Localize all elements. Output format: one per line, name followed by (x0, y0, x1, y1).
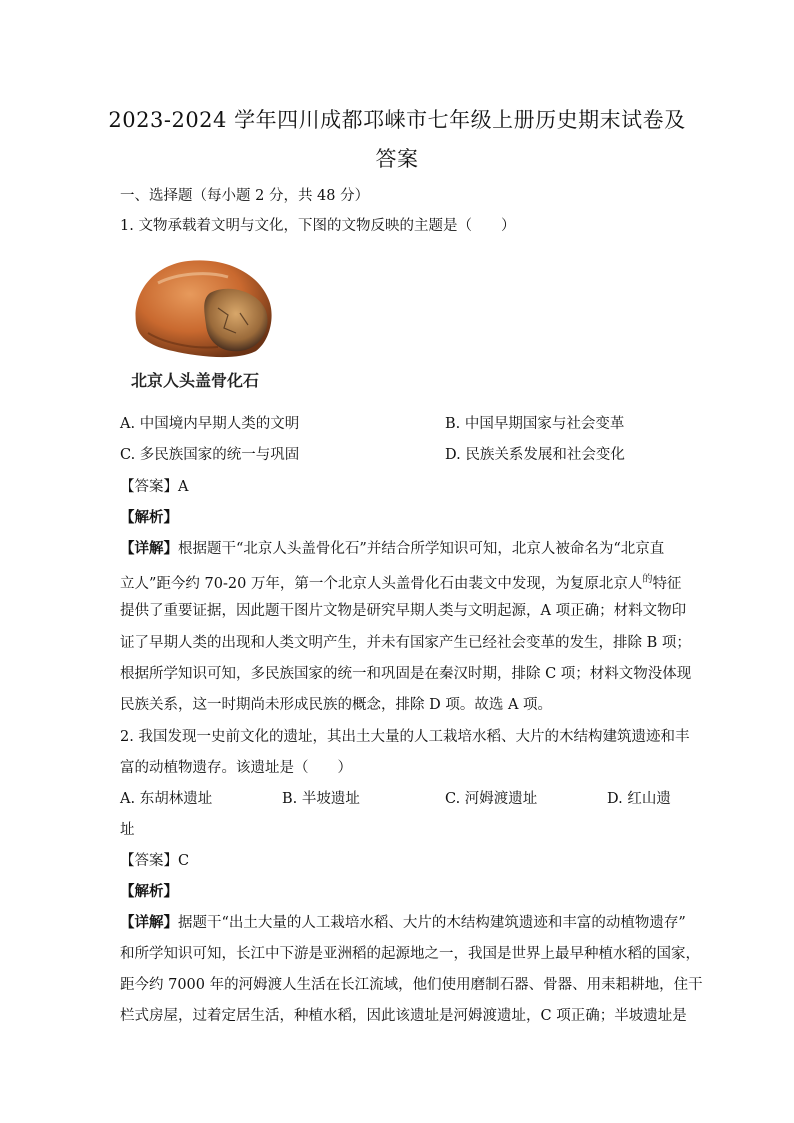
q1-option-d: D. 民族关系发展和社会变化 (445, 447, 625, 463)
q1-detail-line-6: 民族关系，这一时期尚未形成民族的概念，排除 D 项。故选 A 项。 (120, 697, 553, 713)
q2-answer: 【答案】C (120, 853, 190, 869)
q2-detail-line-1: 【详解】据题干“出土大量的人工栽培水稻、大片的木结构建筑遗迹和丰富的动植物遗存” (120, 914, 686, 931)
q2-analysis-label: 【解析】 (120, 883, 178, 900)
q2-detail-line-3: 距今约 7000 年的河姆渡人生活在长江流域，他们使用磨制石器、骨器、用耒耜耕地，住干 (120, 977, 703, 993)
section-heading: 一、选择题（每小题 2 分，共 48 分） (120, 188, 370, 204)
question-1-stem: 1. 文物承载着文明与文化，下图的文物反映的主题是（ ） (120, 218, 516, 234)
q2-detail-line-2: 和所学知识可知，长江中下游是亚洲稻的起源地之一，我国是世界上最早种植水稻的国家， (120, 946, 700, 962)
document-title-line2: 答案 (375, 147, 419, 171)
q1-detail-line-3: 提供了重要证据，因此题干图片文物是研究早期人类与文明起源，A 项正确；材料文物印 (120, 603, 687, 619)
q2-stem-line-2: 富的动植物遗存。该遗址是（ ） (120, 760, 352, 776)
figure-caption: 北京人头盖骨化石 (131, 371, 260, 390)
q2-option-c: C. 河姆渡遗址 (445, 791, 538, 807)
q2-detail-line-4: 栏式房屋，过着定居生活，种植水稻，因此该遗址是河姆渡遗址，C 项正确；半坡遗址是 (120, 1008, 687, 1024)
document-title-line1: 2023-2024 学年四川成都邛崃市七年级上册历史期末试卷及 (108, 108, 686, 132)
q1-option-c: C. 多民族国家的统一与巩固 (120, 447, 300, 463)
q2-option-a: A. 东胡林遗址 (120, 791, 213, 807)
q2-option-d-continued: 址 (120, 822, 135, 838)
q1-analysis-label: 【解析】 (120, 509, 178, 526)
q1-detail-line-1: 【详解】根据题干“北京人头盖骨化石”并结合所学知识可知，北京人被命名为“北京直 (120, 540, 665, 557)
q2-option-b: B. 半坡遗址 (282, 791, 360, 807)
q2-option-d: D. 红山遗 (607, 791, 671, 807)
q1-detail-line-2: 立人”距今约 70-20 万年，第一个北京人头盖骨化石由裴文中发现，为复原北京人$^的$特征 (120, 574, 682, 592)
q1-option-a: A. 中国境内早期人类的文明 (120, 416, 300, 432)
q1-detail-line-5: 根据所学知识可知，多民族国家的统一和巩固是在秦汉时期，排除 C 项；材料文物没体现 (120, 666, 692, 682)
q1-detail-label: 【详解】 (120, 540, 178, 557)
q1-option-b: B. 中国早期国家与社会变革 (445, 416, 625, 432)
q2-stem-line-1: 2. 我国发现一史前文化的遗址，其出土大量的人工栽培水稻、大片的木结构建筑遗迹和丰 (120, 729, 690, 745)
q1-answer: 【答案】A (120, 479, 189, 495)
q1-detail-line-4: 证了早期人类的出现和人类文明产生，并未有国家产生已经社会变革的发生，排除 B 项； (120, 635, 691, 651)
q2-detail-label: 【详解】 (120, 914, 178, 931)
